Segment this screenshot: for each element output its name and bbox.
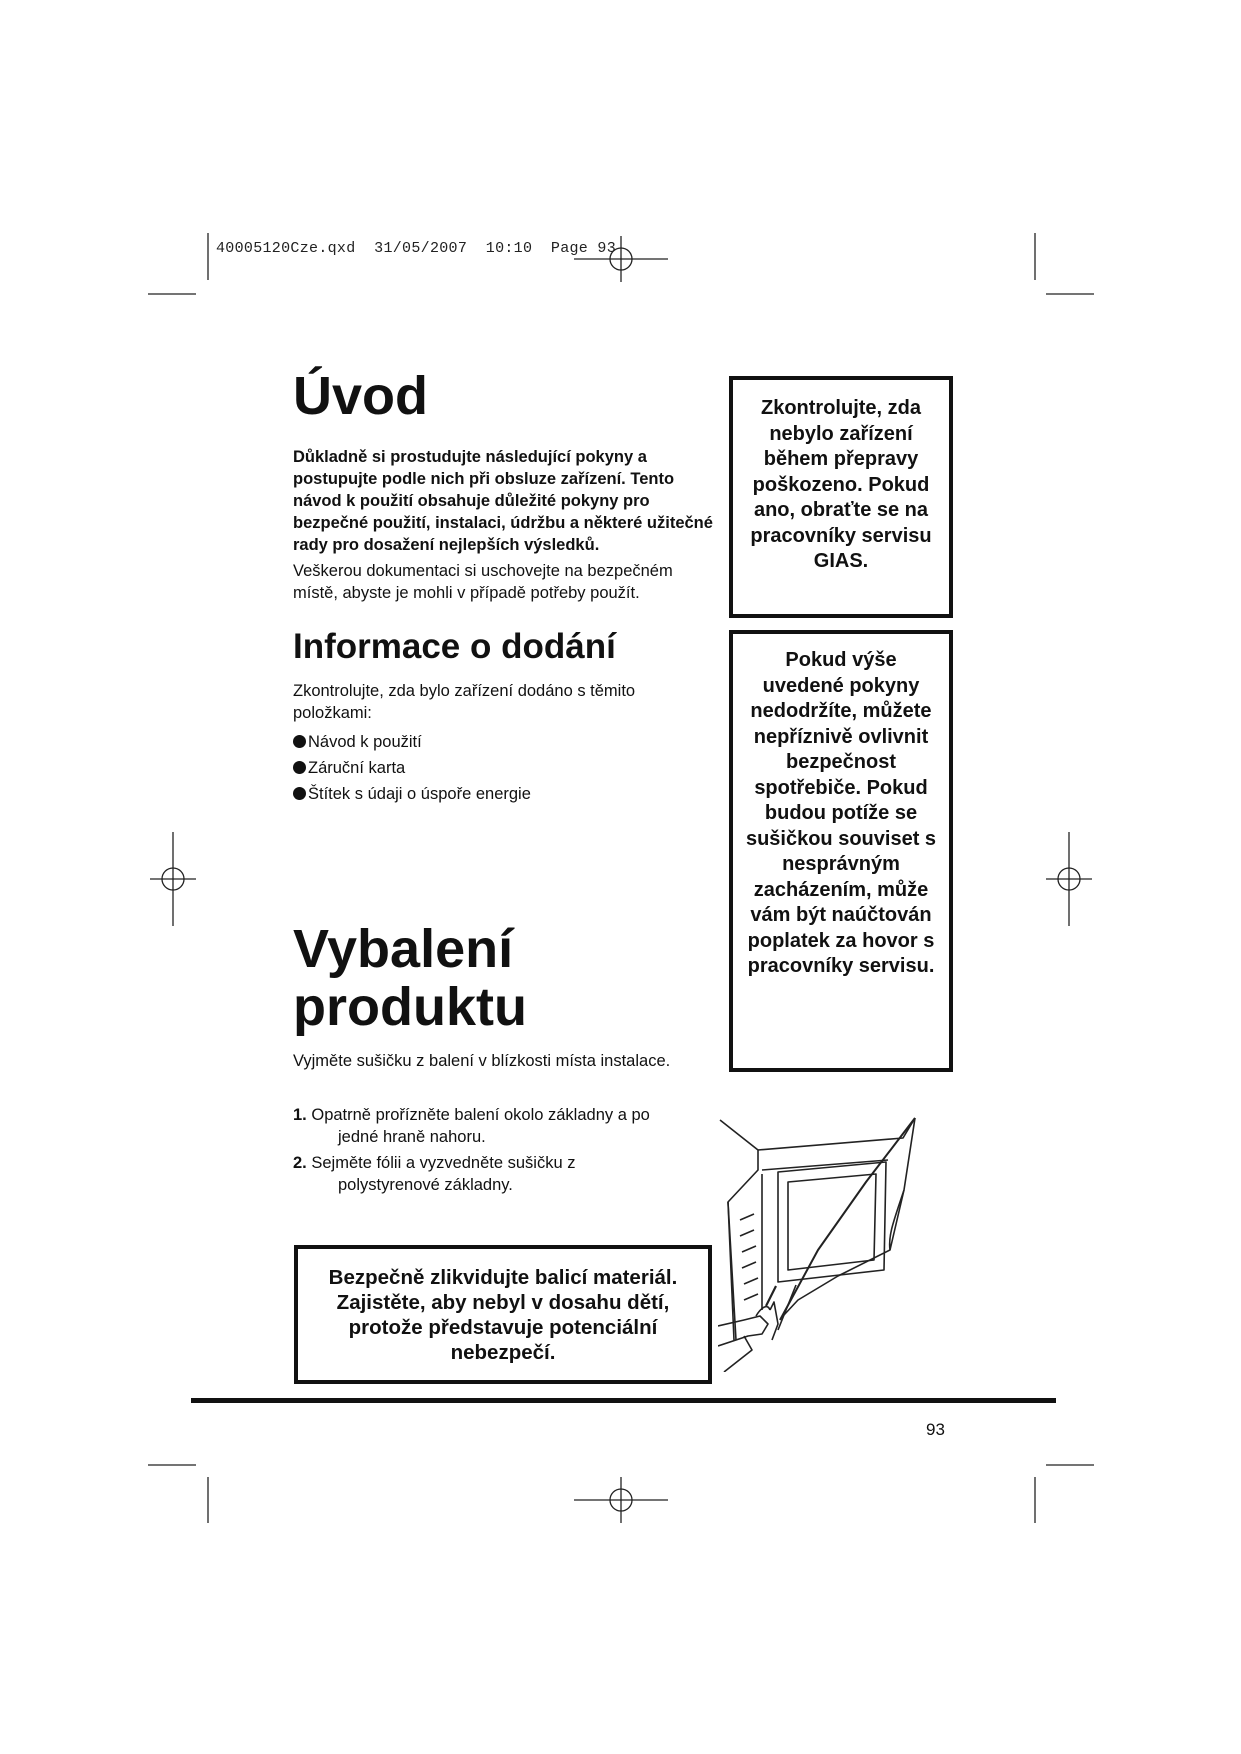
bullet-dot (293, 787, 306, 800)
delivery-item (293, 783, 531, 805)
slug-time: 10:10 (485, 240, 533, 257)
intro-bold-paragraph: Důkladně si prostudujte následující pokyny a postupujte podle nich při obsluze zařízení. Tento návod k použití obsahuje důležité pokyny pro bezpečné použití, instalaci, údržbu a některé užitečné rady pro dosažení nejlepších výsledků. (293, 448, 713, 554)
step-text-cont: polystyrenové základny. (338, 1176, 513, 1194)
delivery-item-label: Záruční karta (308, 759, 406, 777)
intro-title: Úvod (293, 366, 428, 426)
transport-check-box: Zkontrolujte, zda nebylo zařízení během přepravy poškozeno. Pokud ano, obraťte se na pracovníky servisu GIAS. (729, 376, 953, 618)
safety-warning-box: Pokud výše uvedené pokyny nedodržíte, můžete nepříznivě ovlivnit bezpečnost spotřebiče. Pokud budou potíže se sušičkou souviset s nesprávným zacházením, může vám být naúčtován poplatek za hovor s pracovníky servisu. (729, 630, 953, 1072)
unpacking-illustration (718, 1110, 938, 1372)
step-item (293, 1104, 723, 1148)
unpacking-title-line1: Vybalení (293, 919, 514, 979)
delivery-item (293, 731, 422, 753)
delivery-item-label: Štítek s údaji o úspoře energie (308, 785, 531, 803)
step-text: Opatrně prořízněte balení okolo základny a po (311, 1106, 650, 1124)
slug-page: Page 93 (550, 240, 617, 257)
unpacking-title-line2: produktu (293, 977, 527, 1037)
delivery-paragraph: Zkontrolujte, zda bylo zařízení dodáno s těmito položkami: (293, 682, 636, 722)
bullet-dot (293, 761, 306, 774)
delivery-title: Informace o dodání (293, 627, 616, 666)
warning-box: Bezpečně zlikvidujte balicí materiál. Zajistěte, aby nebyl v dosahu dětí, protože představuje potenciální nebezpečí. (294, 1245, 712, 1384)
unpacking-title (293, 920, 527, 1036)
bullet-dot (293, 735, 306, 748)
step-text: Sejměte fólii a vyzvedněte sušičku z (311, 1154, 576, 1172)
intro-paragraph: Veškerou dokumentaci si uschovejte na bezpečném místě, abyste je mohli v případě potřeby použít. (293, 562, 673, 602)
step-number: 1. (293, 1106, 307, 1124)
step-number: 2. (293, 1154, 307, 1172)
footer-rule (191, 1398, 1056, 1403)
page-number: 93 (926, 1420, 945, 1439)
step-item (293, 1152, 723, 1196)
slug-date: 31/05/2007 (374, 240, 468, 257)
unpacking-paragraph: Vyjměte sušičku z balení v blízkosti místa instalace. (293, 1052, 671, 1070)
slug-file: 40005120Cze.qxd (216, 240, 356, 257)
step-text-cont: jedné hraně nahoru. (338, 1128, 486, 1146)
delivery-item (293, 757, 405, 779)
delivery-item-label: Návod k použití (308, 733, 422, 751)
printer-slug (216, 240, 616, 257)
